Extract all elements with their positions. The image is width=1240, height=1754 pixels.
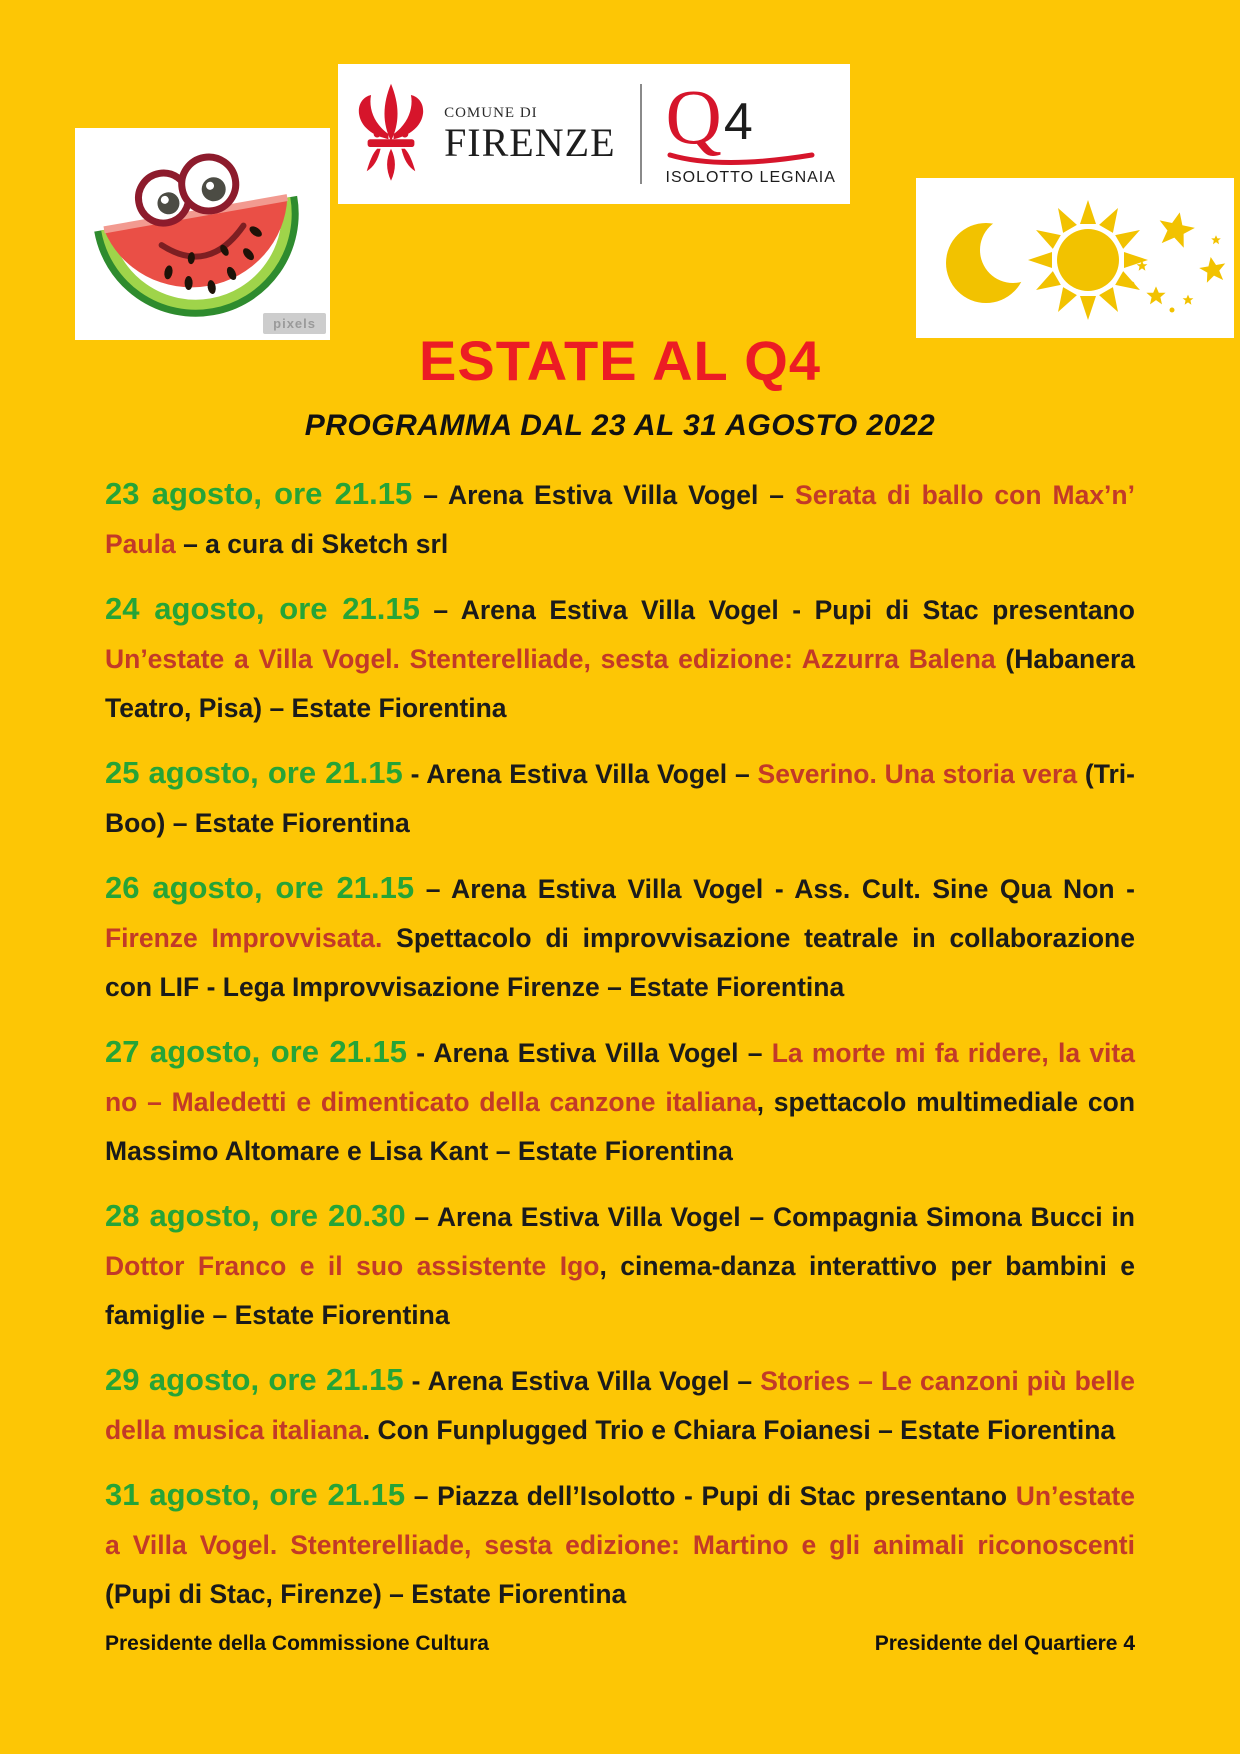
event-datetime: 23 agosto, ore 21.15 (105, 476, 413, 511)
watermelon-icon (75, 128, 330, 340)
fleur-de-lis-icon (352, 78, 430, 190)
header (0, 0, 1240, 331)
event-show-title: Dottor Franco e il suo assistente Igo (105, 1251, 600, 1281)
firenze-q4-logo (338, 64, 850, 204)
event-show-title: Serata di ballo con Max’n’ Paula (105, 480, 1135, 559)
page-title: ESTATE AL Q4 (419, 329, 821, 392)
event-description: - Arena Estiva Villa Vogel – (403, 1366, 761, 1396)
event-entry (105, 584, 1135, 733)
logo-text (444, 106, 615, 163)
event-description: – Arena Estiva Villa Vogel - Pupi di Stac presentano (419, 595, 1135, 625)
event-entry (105, 863, 1135, 1012)
watermark-badge: pixels (263, 313, 326, 334)
footer-left-signature: Presidente della Commissione Cultura (105, 1632, 489, 1655)
q-letter: Q (665, 72, 722, 160)
footer (105, 1632, 1135, 1656)
event-description: – Arena Estiva Villa Vogel – Compagnia Simona Bucci in (405, 1202, 1135, 1232)
event-datetime: 28 agosto, ore 20.30 (105, 1198, 406, 1233)
logo-divider (640, 84, 642, 184)
sky-graphic (916, 178, 1234, 338)
logo-comune-di: COMUNE DI (444, 104, 538, 121)
event-entry (105, 1027, 1135, 1176)
event-description: – Arena Estiva Villa Vogel - Ass. Cult. Sine Qua Non - (414, 874, 1135, 904)
event-show-title: La morte mi fa ridere, la vita no – Maledetti e dimenticato della canzone italiana (105, 1038, 1135, 1117)
event-description: . Con Funplugged Trio e Chiara Foianesi – Estate Fiorentina (362, 1415, 1116, 1445)
event-description: , cinema-danza interattivo per bambini e famiglie – Estate Fiorentina (105, 1251, 1135, 1330)
event-show-title: Firenze Improvvisata. (105, 923, 383, 953)
event-description: – Arena Estiva Villa Vogel – (412, 480, 796, 510)
event-entry (105, 748, 1135, 848)
event-description: Spettacolo di improvvisazione teatrale in collaborazione con LIF - Lega Improvvisazione Firenze – Estate Fiorentina (105, 923, 1135, 1002)
event-datetime: 25 agosto, ore 21.15 (105, 755, 403, 790)
event-description: – a cura di Sketch srl (175, 529, 449, 559)
event-entry (105, 1191, 1135, 1340)
event-entry (105, 469, 1135, 569)
event-description: – Piazza dell’Isolotto - Pupi di Stac presentano (405, 1481, 1016, 1511)
event-datetime: 29 agosto, ore 21.15 (105, 1362, 404, 1397)
event-datetime: 27 agosto, ore 21.15 (105, 1034, 408, 1069)
event-description: (Tri-Boo) – Estate Fiorentina (105, 759, 1135, 838)
event-description: (Pupi di Stac, Firenze) – Estate Fiorentina (105, 1579, 627, 1609)
event-show-title: Severino. Una storia vera (757, 759, 1078, 789)
q4-swoosh (666, 152, 816, 166)
event-datetime: 26 agosto, ore 21.15 (105, 870, 415, 905)
q4-mark (665, 72, 836, 187)
isolotto-legnaia-label: ISOLOTTO LEGNAIA (665, 169, 836, 187)
event-show-title: Un’estate a Villa Vogel. Stenterelliade, sesta edizione: Azzurra Balena (105, 644, 996, 674)
sun-icon (1028, 200, 1148, 320)
event-entry (105, 1470, 1135, 1619)
event-show-title: Un’estate a Villa Vogel. Stenterelliade, sesta edizione: Martino e gli animali riconoscenti (105, 1481, 1135, 1560)
event-show-title: Stories – Le canzoni più belle della musica italiana (105, 1366, 1135, 1445)
events-list (105, 469, 1135, 1619)
event-description: - Arena Estiva Villa Vogel – (407, 1038, 772, 1068)
event-description: (Habanera Teatro, Pisa) – Estate Fiorentina (105, 644, 1135, 723)
night-day-image (916, 178, 1234, 338)
event-datetime: 31 agosto, ore 21.15 (105, 1477, 406, 1512)
four-digit: 4 (723, 92, 753, 151)
footer-right-signature: Presidente del Quartiere 4 (874, 1632, 1135, 1655)
event-datetime: 24 agosto, ore 21.15 (105, 591, 420, 626)
page-subtitle: PROGRAMMA DAL 23 AL 31 AGOSTO 2022 (304, 409, 936, 442)
event-description: - Arena Estiva Villa Vogel – (402, 759, 758, 789)
event-description: , spettacolo multimediale con Massimo Altomare e Lisa Kant – Estate Fiorentina (105, 1087, 1136, 1166)
logo-firenze: FIRENZE (444, 119, 616, 165)
watermelon-image (75, 128, 330, 340)
event-entry (105, 1355, 1135, 1455)
